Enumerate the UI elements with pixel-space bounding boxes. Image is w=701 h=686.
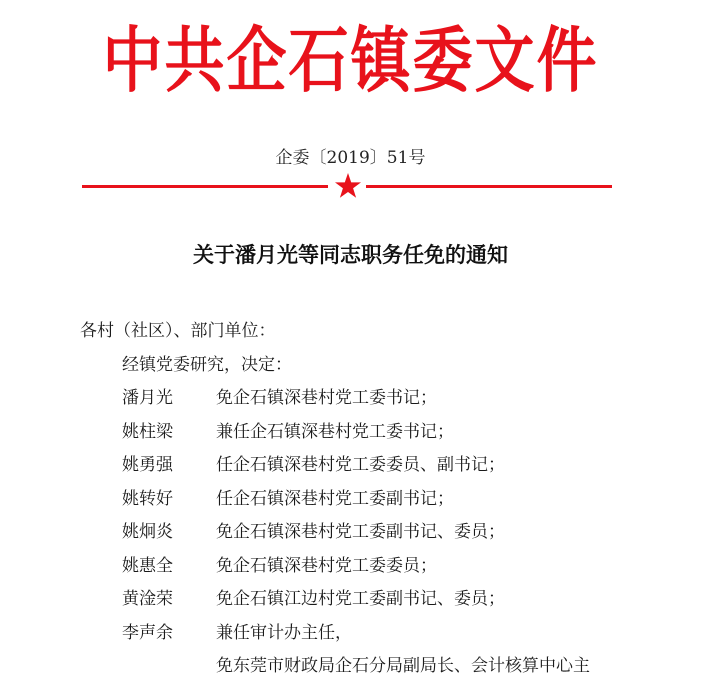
person-duty: 免企石镇深巷村党工委副书记、委员； bbox=[216, 522, 505, 542]
star-icon bbox=[334, 172, 362, 200]
divider-line-right bbox=[366, 185, 612, 188]
document-header-title: 中共企石镇委文件 bbox=[102, 19, 599, 103]
notice-title: 关于潘月光等同志职务任免的通知 bbox=[193, 242, 508, 267]
person-duty: 免企石镇深巷村党工委书记； bbox=[216, 388, 437, 408]
appointment-row bbox=[0, 550, 701, 584]
appointment-row bbox=[0, 483, 701, 517]
appointment-row bbox=[0, 449, 701, 483]
person-name: 姚惠全 bbox=[122, 555, 173, 576]
person-name: 姚炯炎 bbox=[122, 522, 173, 542]
appointment-row bbox=[0, 516, 701, 550]
person-name: 姚柱梁 bbox=[122, 421, 173, 442]
red-divider bbox=[82, 172, 612, 202]
person-duty: 免企石镇江边村党工委副书记、委员； bbox=[216, 589, 505, 609]
person-duty: 任企石镇深巷村党工委副书记； bbox=[216, 488, 454, 509]
person-name: 姚勇强 bbox=[122, 455, 173, 475]
appointment-row bbox=[0, 583, 701, 617]
person-duty: 兼任审计办主任， bbox=[216, 622, 352, 643]
person-name: 黄淦荣 bbox=[122, 589, 173, 609]
person-duty: 任企石镇深巷村党工委委员、副书记； bbox=[216, 455, 505, 475]
appointment-row bbox=[0, 617, 701, 651]
intro-line: 经镇党委研究，决定： bbox=[122, 354, 292, 375]
appointment-row bbox=[0, 416, 701, 450]
document-number: 企委〔2019〕51号 bbox=[275, 148, 426, 168]
person-name: 潘月光 bbox=[122, 388, 173, 408]
divider-line-left bbox=[82, 185, 328, 188]
person-duty: 兼任企石镇深巷村党工委书记； bbox=[216, 421, 454, 442]
salutation: 各村（社区）、部门单位： bbox=[80, 321, 276, 341]
appointment-row bbox=[0, 382, 701, 416]
person-name: 姚转好 bbox=[122, 488, 173, 509]
person-duty: 免企石镇深巷村党工委委员； bbox=[216, 555, 437, 576]
notice-body bbox=[0, 315, 701, 684]
person-name: 李声余 bbox=[122, 622, 173, 643]
duty-continuation: 免东莞市财政局企石分局副局长、会计核算中心主 bbox=[216, 656, 590, 676]
